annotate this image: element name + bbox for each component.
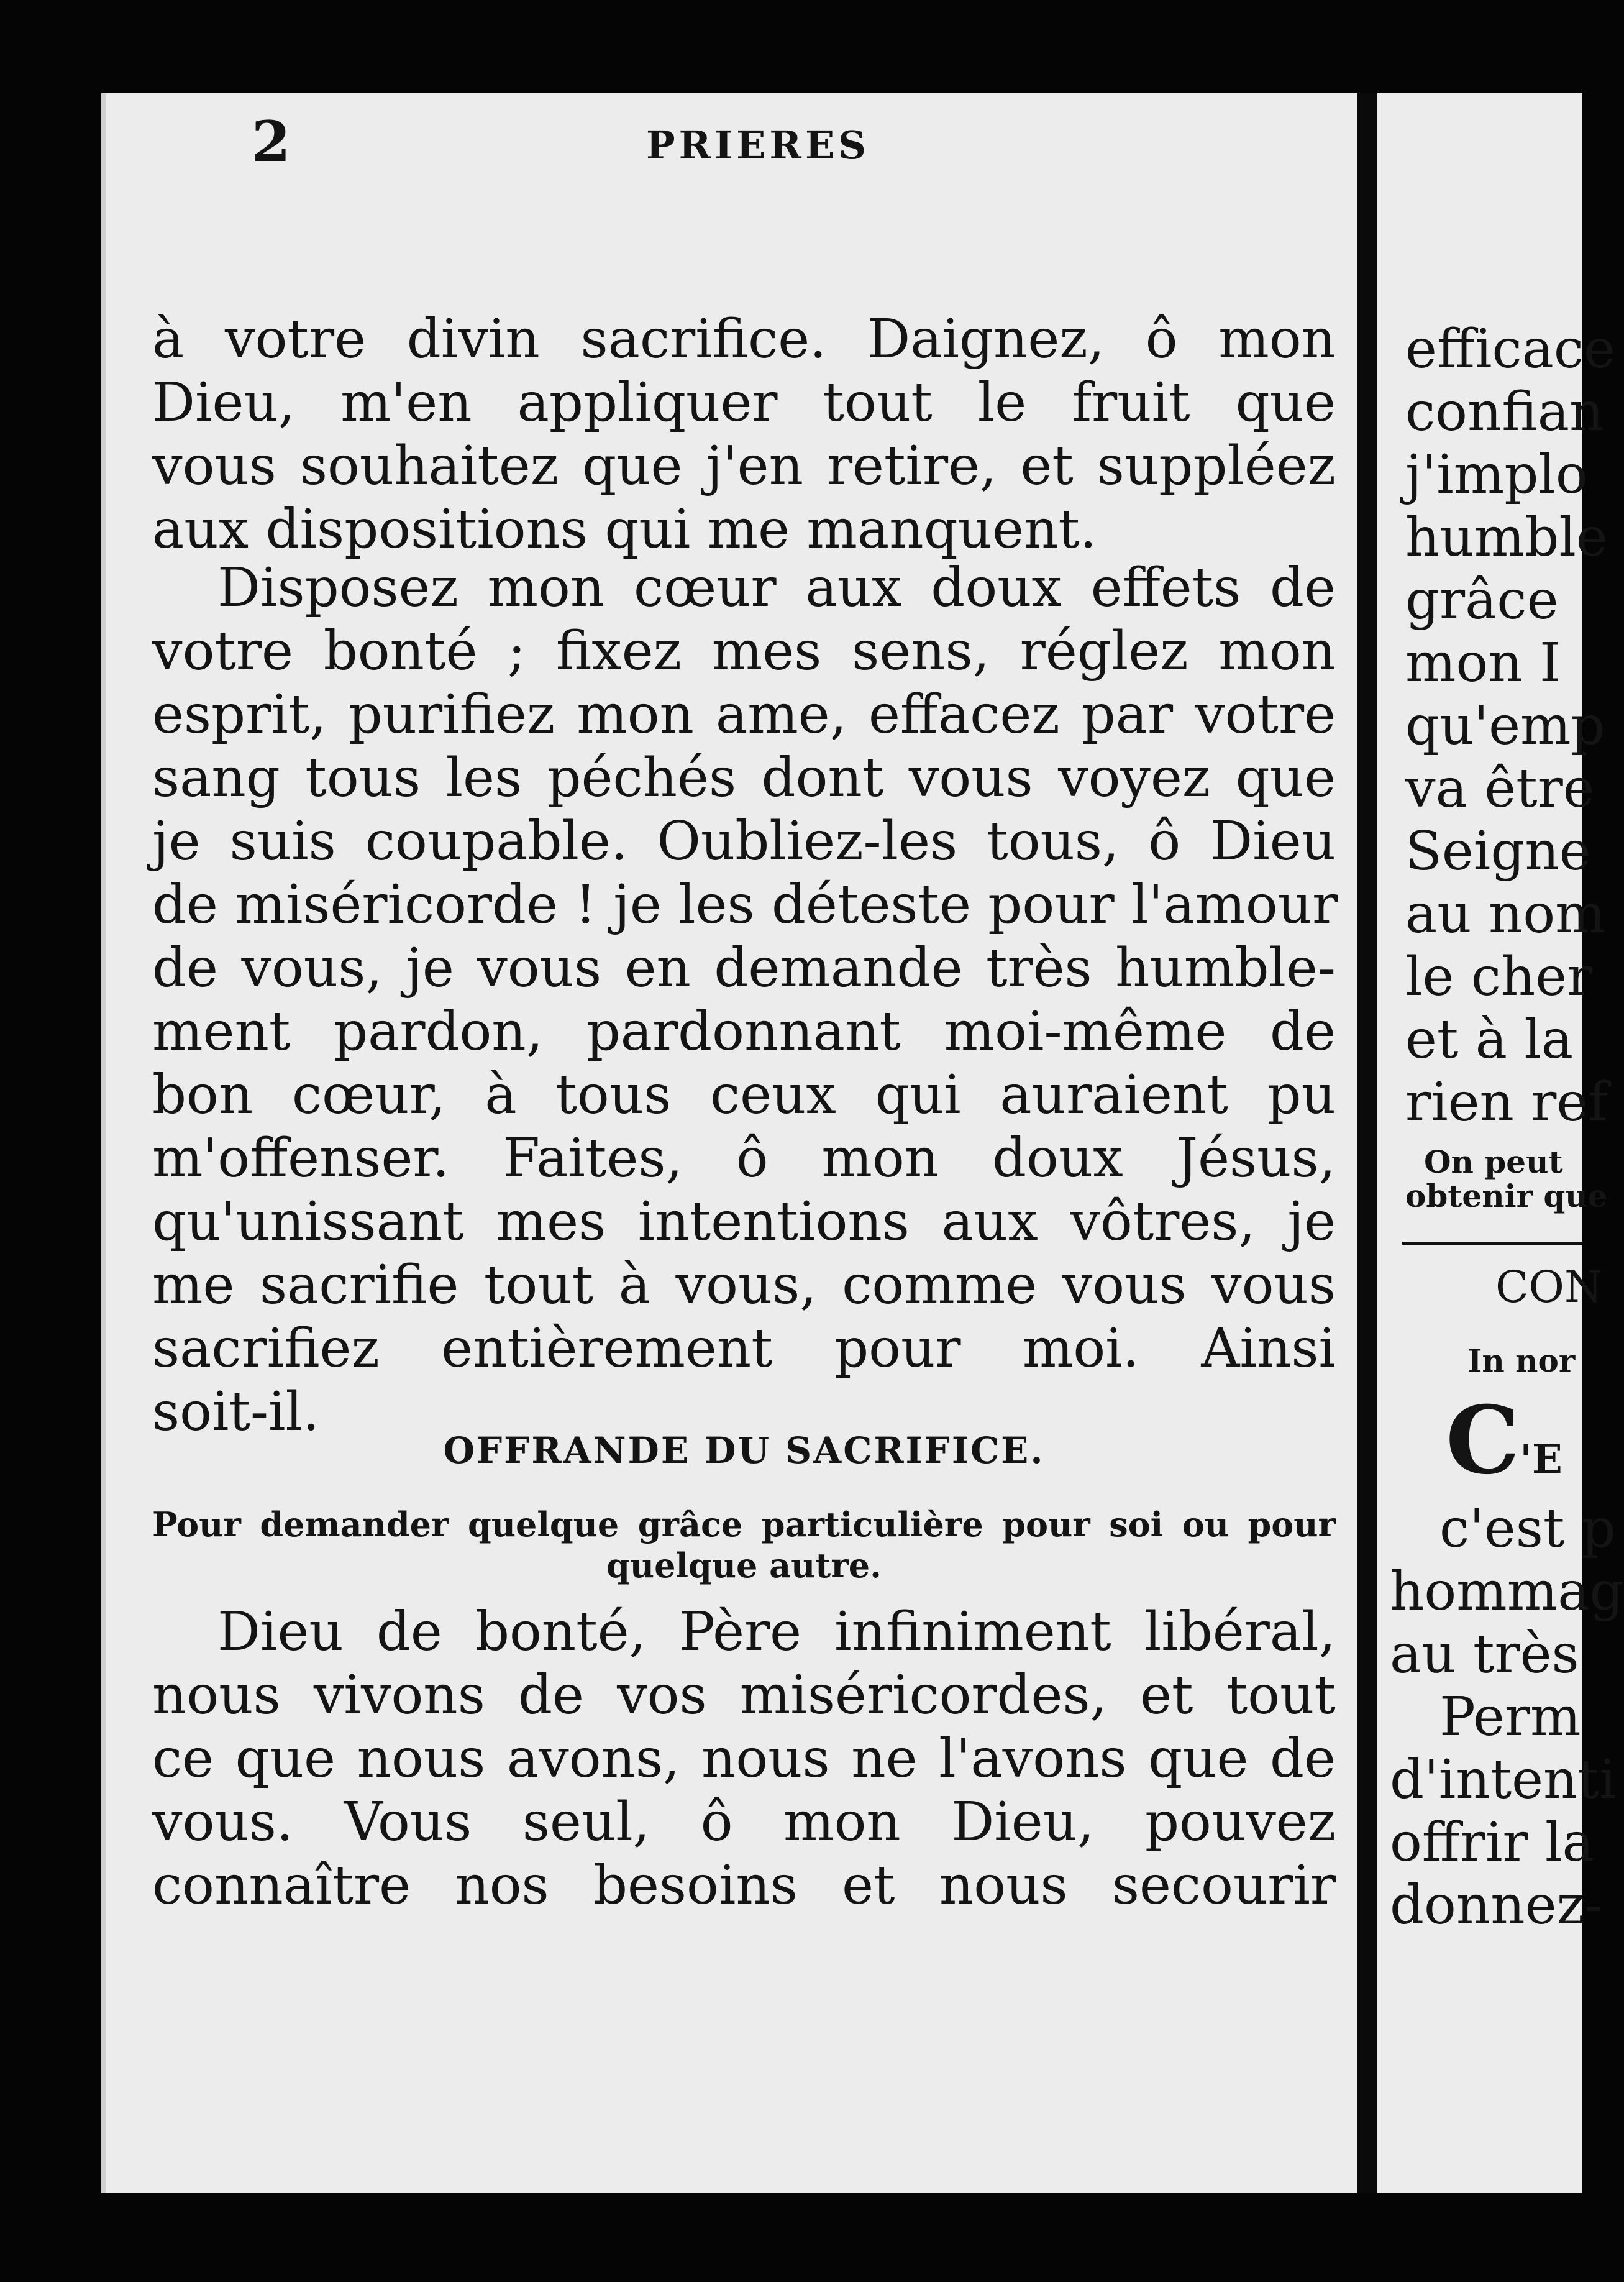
page-gutter <box>1357 93 1377 2193</box>
text-line: me sacrifie tout à vous, comme vous vous <box>152 1254 1336 1316</box>
dropcap-rest: 'E <box>1520 1436 1562 1483</box>
text-line: de miséricorde ! je les déteste pour l'amour <box>152 874 1338 936</box>
text-line: sang tous les péchés dont vous voyez que <box>152 747 1336 809</box>
right-line: confian <box>1405 381 1604 443</box>
dropcap: C <box>1446 1386 1520 1495</box>
right-line: donnez- <box>1390 1874 1603 1936</box>
right-subheading: In nor <box>1467 1342 1576 1379</box>
text-line: m'offenser. Faites, ô mon doux Jésus, <box>152 1127 1336 1189</box>
right-line: et à la <box>1405 1009 1574 1071</box>
text-line: de vous, je vous en demande très humble- <box>152 937 1336 999</box>
right-line: Perm <box>1439 1686 1581 1748</box>
section-title: OFFRANDE DU SACRIFICE. <box>443 1429 1045 1472</box>
page-number: 2 <box>252 109 291 175</box>
right-line: d'intenti <box>1390 1749 1617 1811</box>
paragraph-3 <box>152 1600 1336 1917</box>
right-page <box>1377 93 1624 2193</box>
right-line: va être <box>1405 758 1595 820</box>
text-line: vous. Vous seul, ô mon Dieu, pouvez <box>152 1791 1336 1853</box>
text-line: vous souhaitez que j'en retire, et suppléez <box>152 435 1336 497</box>
right-line: Seigne <box>1405 820 1591 882</box>
text-line: je suis coupable. Oubliez-les tous, ô Dieu <box>152 810 1336 873</box>
running-title: PRIERES <box>646 122 870 168</box>
right-line: au très <box>1390 1623 1579 1685</box>
text-line: à votre divin sacrifice. Daignez, ô mon <box>152 308 1336 370</box>
text-line: ce que nous avons, nous ne l'avons que de <box>152 1728 1336 1790</box>
right-line: j'implo <box>1405 444 1588 506</box>
right-line: hommag <box>1390 1560 1624 1623</box>
text-line: soit-il. <box>152 1381 320 1443</box>
right-rule <box>1402 1242 1582 1245</box>
text-line: Disposez mon cœur aux doux effets de <box>217 557 1336 619</box>
text-line: bon cœur, à tous ceux qui auraient pu <box>152 1064 1336 1126</box>
right-line: c'est p <box>1439 1498 1616 1560</box>
section-rubric <box>152 1504 1336 1586</box>
text-line: connaître nos besoins et nous secourir <box>152 1854 1336 1917</box>
right-line: offrir la <box>1390 1812 1594 1874</box>
text-line: aux dispositions qui me manquent. <box>152 498 1097 561</box>
text-line: Dieu de bonté, Père infiniment libéral, <box>217 1601 1336 1663</box>
text-line: esprit, purifiez mon ame, effacez par votre <box>152 684 1336 746</box>
paragraph-2 <box>152 556 1336 1444</box>
right-dropcap-line <box>1446 1386 1562 1495</box>
right-line: humble <box>1405 506 1608 569</box>
right-heading: CON <box>1495 1262 1603 1313</box>
text-line: votre bonté ; fixez mes sens, réglez mon <box>152 620 1336 682</box>
rubric-line: quelque autre. <box>606 1546 882 1585</box>
rubric-line: Pour demander quelque grâce particulière pour soi ou pour <box>152 1505 1336 1544</box>
right-line: efficace <box>1405 318 1615 380</box>
right-line: qu'emp <box>1405 695 1605 757</box>
right-line: au nom <box>1405 883 1606 945</box>
text-line: Dieu, m'en appliquer tout le fruit que <box>152 372 1336 434</box>
paragraph-1 <box>152 308 1336 561</box>
right-small-line: obtenir que <box>1405 1178 1608 1214</box>
text-line: ment pardon, pardonnant moi-même de <box>152 1001 1336 1063</box>
text-line: nous vivons de vos miséricordes, et tout <box>152 1664 1336 1726</box>
right-line: rien ref <box>1405 1071 1608 1134</box>
right-line: mon I <box>1405 632 1561 694</box>
page-header <box>143 109 1354 183</box>
text-line: qu'unissant mes intentions aux vôtres, je <box>152 1191 1336 1253</box>
right-line: le cher <box>1405 946 1593 1008</box>
right-line: grâce <box>1405 569 1559 631</box>
text-line: sacrifiez entièrement pour moi. Ainsi <box>152 1317 1336 1380</box>
right-small-line: On peut <box>1424 1143 1563 1180</box>
